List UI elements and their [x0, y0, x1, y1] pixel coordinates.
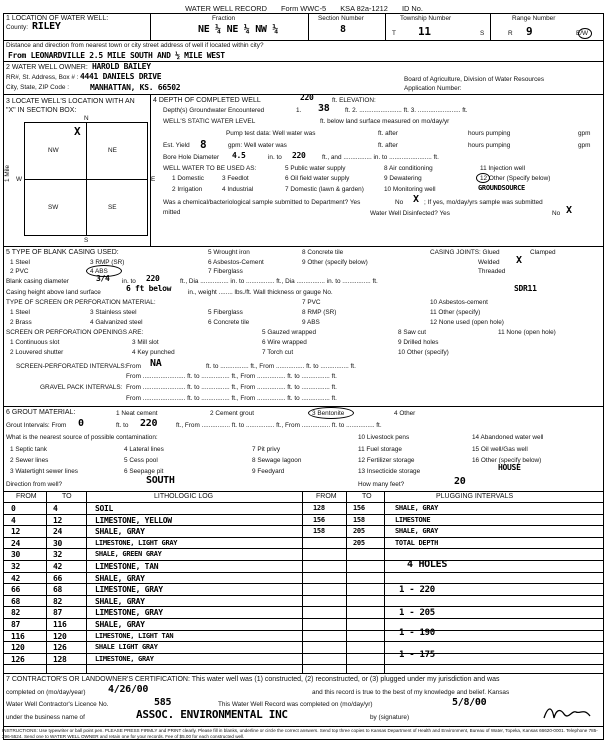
howmany-label: How many feet?	[358, 481, 405, 488]
well-x-mark[interactable]: X	[74, 125, 81, 138]
use-injection[interactable]: 11 Injection well	[480, 165, 525, 172]
table-row: 30 32 SHALE, GREEN GRAY	[3, 549, 604, 561]
sp-from: From	[126, 363, 141, 370]
yield-hours: hours pumping	[468, 142, 511, 149]
casing-wrought[interactable]: 5 Wrought iron	[208, 249, 250, 256]
gi-rest: ft., From ................ ft. to ................ ft., From ................ ft. to ................ ft.	[176, 422, 382, 429]
ksa-code: KSA 82a-1212	[340, 4, 388, 13]
log2-to-header: TO	[362, 493, 372, 500]
contam-lateral[interactable]: 4 Lateral lines	[124, 446, 164, 453]
bore-to: in. to	[268, 154, 282, 161]
se-label: SE	[108, 204, 117, 211]
owner-value[interactable]: HAROLD BAILEY	[92, 62, 151, 71]
height-label: Casing height above land surface	[6, 289, 101, 296]
weight-rest: in., weight ........ lbs./ft. Wall thickness or gauge No.	[188, 289, 333, 296]
height-value[interactable]: 6 ft below	[126, 284, 172, 293]
log2-from-header: FROM	[316, 493, 337, 500]
screen-brass[interactable]: 2 Brass	[10, 319, 32, 326]
contam-other[interactable]: 16 Other (specify below)	[472, 457, 542, 464]
contam-fertilizer[interactable]: 12 Fertilizer storage	[358, 457, 415, 464]
threaded-label: Threaded	[478, 268, 506, 275]
divider	[3, 406, 604, 407]
use-irrigation[interactable]: 2 Irrigation	[172, 186, 203, 193]
pump-gpm: gpm	[578, 130, 591, 137]
blank-dia-label: Blank casing diameter	[6, 278, 69, 285]
section-7-label: 7 CONTRACTOR'S OR LANDOWNER'S CERTIFICATION: This water well was (1) constructed, (2) reconstructed, or (3) plugged under my jurisdiction and was	[6, 676, 500, 683]
form-number: Form WWC-5	[281, 4, 327, 13]
use-domestic[interactable]: 1 Domestic	[172, 175, 204, 182]
divider	[385, 14, 386, 40]
bore-depth[interactable]: 220	[292, 151, 306, 160]
sp-row2: From ........................ ft. to ................ ft., From ................ ft. to ................ ft.	[126, 373, 337, 380]
feet-value[interactable]: 20	[454, 476, 466, 487]
perf-label: SCREEN OR PERFORATION OPENINGS ARE:	[6, 329, 144, 336]
range-value[interactable]: 9	[526, 25, 533, 38]
contam-abandoned[interactable]: 14 Abandoned water well	[472, 434, 544, 441]
city-label: City, State, ZIP Code :	[6, 84, 69, 91]
gi-label: Grout Intervals: From	[6, 422, 67, 429]
use-other[interactable]: 12 Other (Specify below)	[480, 175, 551, 182]
blank-in-to: in. to	[122, 278, 136, 285]
city-value[interactable]: MANHATTAN, KS. 66502	[90, 83, 181, 92]
screen-concrete[interactable]: 6 Concrete tile	[208, 319, 250, 326]
divider	[3, 40, 604, 41]
welded-mark: X	[516, 255, 522, 266]
table-row: 120 126 SHALE LIGHT GRAY	[3, 642, 604, 654]
screen-label: TYPE OF SCREEN OR PERFORATION MATERIAL:	[6, 299, 156, 306]
perf-other[interactable]: 10 Other (specify)	[398, 349, 449, 356]
sp-value[interactable]: NA	[150, 358, 162, 369]
contam-other-value[interactable]: HOUSE	[498, 463, 521, 472]
use-other-circle	[476, 173, 490, 183]
gi-to-value[interactable]: 220	[140, 418, 158, 429]
divider	[3, 491, 604, 492]
gi-from-value[interactable]: 0	[78, 418, 84, 429]
north-label: N	[84, 115, 89, 122]
blank-to-value[interactable]: 220	[146, 274, 160, 283]
screen-fiberglass[interactable]: 5 Fiberglass	[208, 309, 243, 316]
ew-circle	[578, 28, 592, 39]
table-row: 126 128 LIMESTONE, GRAY 1 - 175	[3, 654, 604, 666]
use-label: WELL WATER TO BE USED AS:	[163, 165, 257, 172]
perf-drilled[interactable]: 9 Drilled holes	[398, 339, 439, 346]
contam-fuel[interactable]: 11 Fuel storage	[358, 446, 402, 453]
fraction-value[interactable]: NE ¼ NE ¼ NW ¼	[198, 24, 279, 35]
business-label: under the business name of	[6, 714, 85, 721]
instructions: INSTRUCTIONS: Use typewriter or ball point pen. PLEASE PRESS FIRMLY and PRINT clearly. Please fill in blanks, underline or circle the correct answers. Send top three copies to Kansas Department of Health and Environment, Bureau of Water, Topeka, Kansas 66620-0001. Telephone 785-296-5524. Send one to WATER WELL OWNER and retain one for your records. Fee of $5.00 for each constructed well.	[2, 728, 598, 740]
grout-bentonite-circle	[308, 407, 354, 419]
screen-steel[interactable]: 1 Steel	[10, 309, 30, 316]
sw-label: SW	[48, 204, 59, 211]
s-label: S	[480, 30, 485, 37]
sp-row1: ft. to ................ ft., From ................ ft. to ................ ft.	[206, 363, 356, 370]
table-row: 0 4 SOIL 128 156 SHALE, GRAY	[3, 503, 604, 515]
screen-stainless[interactable]: 3 Stainless steel	[90, 309, 137, 316]
casing-asbestos[interactable]: 6 Asbestos-Cement	[208, 259, 264, 266]
welded-label: Welded	[478, 259, 500, 266]
record-date[interactable]: 5/8/00	[452, 697, 487, 708]
plug-title: PLUGGING INTERVALS	[436, 493, 514, 500]
section-1-label: 1 LOCATION OF WATER WELL:	[6, 15, 109, 22]
completed-label: completed on (mo/day/year)	[6, 689, 86, 696]
pump-hours: hours pumping	[468, 130, 511, 137]
casing-concrete[interactable]: 8 Concrete tile	[302, 249, 344, 256]
static-label: WELL'S STATIC WATER LEVEL	[163, 118, 256, 125]
perf-none[interactable]: 11 None (open hole)	[498, 329, 556, 336]
groundwater-label: Depth(s) Groundwater Encountered	[163, 107, 265, 114]
section-3-label: 3 LOCATE WELL'S LOCATION WITH AN "X" IN SECTION BOX:	[6, 98, 135, 114]
section-5-label: 5 TYPE OF BLANK CASING USED:	[6, 249, 119, 256]
grout-other[interactable]: 4 Other	[394, 410, 416, 417]
table-row: 32 42 LIMESTONE, TAN 4 HOLES	[3, 561, 604, 573]
blank-dia-value[interactable]: 3/4	[96, 274, 110, 283]
bore-label: Bore Hole Diameter	[163, 154, 220, 161]
use-dewatering[interactable]: 9 Dewatering	[384, 175, 422, 182]
perf-gauzed[interactable]: 5 Gauzed wrapped	[262, 329, 317, 336]
gi-ft-to: ft. to	[116, 422, 129, 429]
clamped-label: Clamped	[530, 249, 556, 256]
perf-louvered[interactable]: 2 Louvered shutter	[10, 349, 64, 356]
signature-label: by (signature)	[370, 714, 410, 721]
direction-label: Direction from well?	[6, 481, 63, 488]
section-number-value[interactable]: 8	[340, 24, 346, 35]
contam-watertight[interactable]: 3 Watertight sewer lines	[10, 468, 78, 475]
section-4-label: 4 DEPTH OF COMPLETED WELL	[153, 97, 261, 104]
screen-none[interactable]: 12 None used (open hole)	[430, 319, 504, 326]
use-feedlot[interactable]: 3 Feedlot	[222, 175, 249, 182]
contam-oilwell[interactable]: 15 Oil well/Gas well	[472, 446, 528, 453]
use-air[interactable]: 8 Air conditioning	[384, 165, 433, 172]
table-row: 12 24 SHALE, GRAY 158 205 SHALE, GRAY	[3, 526, 604, 538]
signature-mark[interactable]	[540, 704, 596, 724]
yield-value[interactable]: 8	[200, 138, 207, 151]
section-6-label: 6 GROUT MATERIAL:	[6, 409, 76, 416]
casing-steel[interactable]: 1 Steel	[10, 259, 30, 266]
nw-label: NW	[48, 147, 59, 154]
elevation-label: ft. ELEVATION:	[332, 97, 376, 104]
disinfected-label: Water Well Disinfected? Yes	[370, 210, 450, 217]
chem-rest: ; If yes, mo/day/yrs sample was submitted	[424, 199, 543, 206]
table-row: 24 30 LIMESTONE, LIGHT GRAY 205 TOTAL DEPTH	[3, 538, 604, 550]
contam-feedyard[interactable]: 9 Feedyard	[252, 468, 285, 475]
address-label: RR#, St. Address, Box # :	[6, 74, 79, 81]
section-2-label: 2 WATER WELL OWNER:	[6, 64, 88, 71]
divider	[3, 673, 604, 674]
divider	[308, 14, 309, 40]
perf-saw[interactable]: 8 Saw cut	[398, 329, 427, 336]
distance-label: Distance and direction from nearest town or city street address of well if located within city?	[6, 42, 264, 49]
perf-torch[interactable]: 7 Torch cut	[262, 349, 294, 356]
log-rows	[3, 503, 604, 665]
west-label: W	[16, 176, 23, 183]
casing-abs[interactable]: 4 ABS	[90, 268, 108, 275]
casing-pvc[interactable]: 2 PVC	[10, 268, 29, 275]
perf-mill[interactable]: 3 Mill slot	[132, 339, 159, 346]
contam-septic[interactable]: 1 Septic tank	[10, 446, 47, 453]
use-monitoring[interactable]: 10 Monitoring well	[384, 186, 436, 193]
township-label: Township Number	[400, 15, 452, 22]
log-title: LITHOLOGIC LOG	[154, 493, 214, 500]
screen-abs[interactable]: 9 ABS	[302, 319, 320, 326]
business-value[interactable]: ASSOC. ENVIRONMENTAL INC	[136, 708, 288, 721]
groundwater-1-value[interactable]: 38	[318, 103, 330, 114]
pump-after: ft. after	[378, 130, 398, 137]
chem-no: No	[395, 199, 404, 206]
static-rest: ft. below land surface measured on mo/day/yr	[320, 118, 450, 125]
divider	[3, 726, 604, 727]
table-row: 66 68 LIMESTONE, GRAY 1 - 220	[3, 584, 604, 596]
application-label: Application Number:	[404, 85, 462, 92]
table-row: 42 66 SHALE, GRAY	[3, 573, 604, 585]
pump-label: Pump test data: Well water was	[226, 130, 316, 137]
depth-value[interactable]: 220	[300, 93, 314, 102]
distance-value[interactable]: From LEONARDVILLE 2.5 MILE SOUTH AND ½ MILE WEST	[8, 51, 225, 60]
license-label: Water Well Contractor's Licence No.	[6, 701, 109, 708]
plug-1: 1 - 220	[399, 585, 435, 596]
form-title	[0, 4, 608, 13]
use-industrial[interactable]: 4 Industrial	[222, 186, 254, 193]
plug-4: 1 - 175	[399, 649, 435, 660]
contam-insecticide[interactable]: 13 Insecticide storage	[358, 468, 421, 475]
section-number-label: Section Number	[318, 15, 364, 22]
completed-rest: and this record is true to the best of my knowledge and belief. Kansas	[312, 689, 510, 696]
blank-rest: ft., Dia ................ in. to ................ ft., Dia ................ in. to ................ ft.	[180, 278, 378, 285]
plug-2: 1 - 205	[399, 608, 435, 619]
fraction-label: Fraction	[212, 15, 236, 22]
joints-label: CASING JOINTS: Glued	[430, 249, 500, 256]
divider	[490, 14, 491, 40]
chem-label: Was a chemical/bacteriological sample submitted to Department? Yes	[163, 199, 361, 206]
gp-label: GRAVEL PACK INTERVALS:	[40, 384, 123, 391]
completed-value[interactable]: 4/26/00	[108, 684, 149, 695]
contam-cess[interactable]: 5 Cess pool	[124, 457, 158, 464]
sdr-value[interactable]: SDR11	[514, 284, 537, 293]
yield-gpm: gpm	[578, 142, 591, 149]
casing-rmp[interactable]: 3 RMP (SR)	[90, 259, 125, 266]
grout-bentonite[interactable]: 3 Bentonite	[312, 410, 345, 417]
license-value[interactable]: 585	[154, 697, 172, 708]
address-value[interactable]: 4441 DANIELS DRIVE	[80, 72, 162, 81]
use-lawn[interactable]: 7 Domestic (lawn & garden)	[285, 186, 364, 193]
grout-neat[interactable]: 1 Neat cement	[116, 410, 158, 417]
bore-fields: ft., and ................ in. to ........................ ft.	[322, 154, 439, 161]
ne-label: NE	[108, 147, 117, 154]
yield-label: Est. Yield	[163, 142, 190, 149]
south-label: S	[84, 237, 89, 244]
title-text: WATER WELL RECORD	[185, 4, 267, 13]
record-label: This Water Well Record was completed on (mo/day/yr)	[218, 701, 373, 708]
grout-cement[interactable]: 2 Cement grout	[210, 410, 255, 417]
plug-holes: 4 HOLES	[407, 558, 448, 570]
direction-value[interactable]: SOUTH	[146, 475, 175, 486]
screen-galvanized[interactable]: 4 Galvanized steel	[90, 319, 143, 326]
disinfected-no-mark: X	[566, 205, 572, 216]
contam-lagoon[interactable]: 8 Sewage lagoon	[252, 457, 302, 464]
section-box-vline	[86, 122, 87, 236]
county-label: County:	[6, 24, 29, 31]
perf-key[interactable]: 4 Key punched	[132, 349, 175, 356]
county-value[interactable]: RILEY	[32, 21, 61, 32]
gw-number: 1.	[296, 107, 302, 114]
plug-3: 1 - 190	[399, 627, 435, 638]
r-label: R	[508, 30, 513, 37]
board-text: Board of Agriculture, Division of Water Resources	[404, 76, 545, 83]
perf-continuous[interactable]: 1 Continuous slot	[10, 339, 60, 346]
contam-sewer[interactable]: 2 Sewer lines	[10, 457, 49, 464]
yield-rest: gpm: Well water was	[228, 142, 287, 149]
screen-rmp[interactable]: 8 RMP (SR)	[302, 309, 337, 316]
township-value[interactable]: 11	[418, 25, 431, 38]
gp-row2: From ........................ ft. to ................ ft., From ................ ft. to ................ ft.	[126, 395, 337, 402]
gw-fields: ft. 2. ........................ ft. 3. ........................ ft.	[345, 107, 468, 114]
log-from-header: FROM	[16, 493, 37, 500]
gp-row1: From ........................ ft. to ................ ft., From ................ ft. to ................ ft.	[126, 384, 337, 391]
screen-other[interactable]: 11 Other (specify)	[430, 309, 481, 316]
yield-after: ft. after	[378, 142, 398, 149]
bore-value[interactable]: 4.5	[232, 151, 246, 160]
range-label: Range Number	[512, 15, 556, 22]
use-other-value[interactable]: GROUNDSOURCE	[478, 184, 525, 192]
use-oilfield[interactable]: 6 Oil field water supply	[285, 175, 350, 182]
table-row: 68 82 SHALE, GRAY	[3, 596, 604, 608]
disinfected-no: No	[552, 210, 561, 217]
divider	[150, 94, 151, 246]
contam-seepage[interactable]: 6 Seepage pit	[124, 468, 164, 475]
use-public[interactable]: 5 Public water supply	[285, 165, 346, 172]
mitted-text: mitted	[163, 209, 181, 216]
perf-wire[interactable]: 6 Wire wrapped	[262, 339, 307, 346]
table-row: 116 120 LIMESTONE, LIGHT TAN 1 - 190	[3, 631, 604, 643]
screen-pvc[interactable]: 7 PVC	[302, 299, 321, 306]
chem-no-mark: X	[413, 194, 419, 205]
t-label: T	[392, 30, 396, 37]
table-row: 4 12 LIMESTONE, YELLOW 156 158 LIMESTONE	[3, 515, 604, 527]
divider	[3, 246, 604, 247]
contam-livestock[interactable]: 10 Livestock pens	[358, 434, 410, 441]
contam-privy[interactable]: 7 Pit privy	[252, 446, 281, 453]
screen-asbestos[interactable]: 10 Asbestos-cement	[430, 299, 488, 306]
east-label: E	[151, 176, 156, 183]
casing-other[interactable]: 9 Other (specify below)	[302, 259, 368, 266]
id-label: ID No.	[401, 4, 423, 13]
sp-label: SCREEN-PERFORATED INTERVALS:	[16, 363, 127, 370]
contam-label: What is the nearest source of possible contamination:	[6, 434, 158, 441]
mile-label: 1 Mile	[4, 164, 11, 182]
table-row: 82 87 LIMESTONE, GRAY 1 - 205	[3, 607, 604, 619]
divider	[150, 14, 151, 40]
table-row: 87 116 SHALE, GRAY	[3, 619, 604, 631]
log-to-header: TO	[62, 493, 72, 500]
casing-fiberglass[interactable]: 7 Fiberglass	[208, 268, 243, 275]
ew-label: E/W	[576, 30, 589, 37]
